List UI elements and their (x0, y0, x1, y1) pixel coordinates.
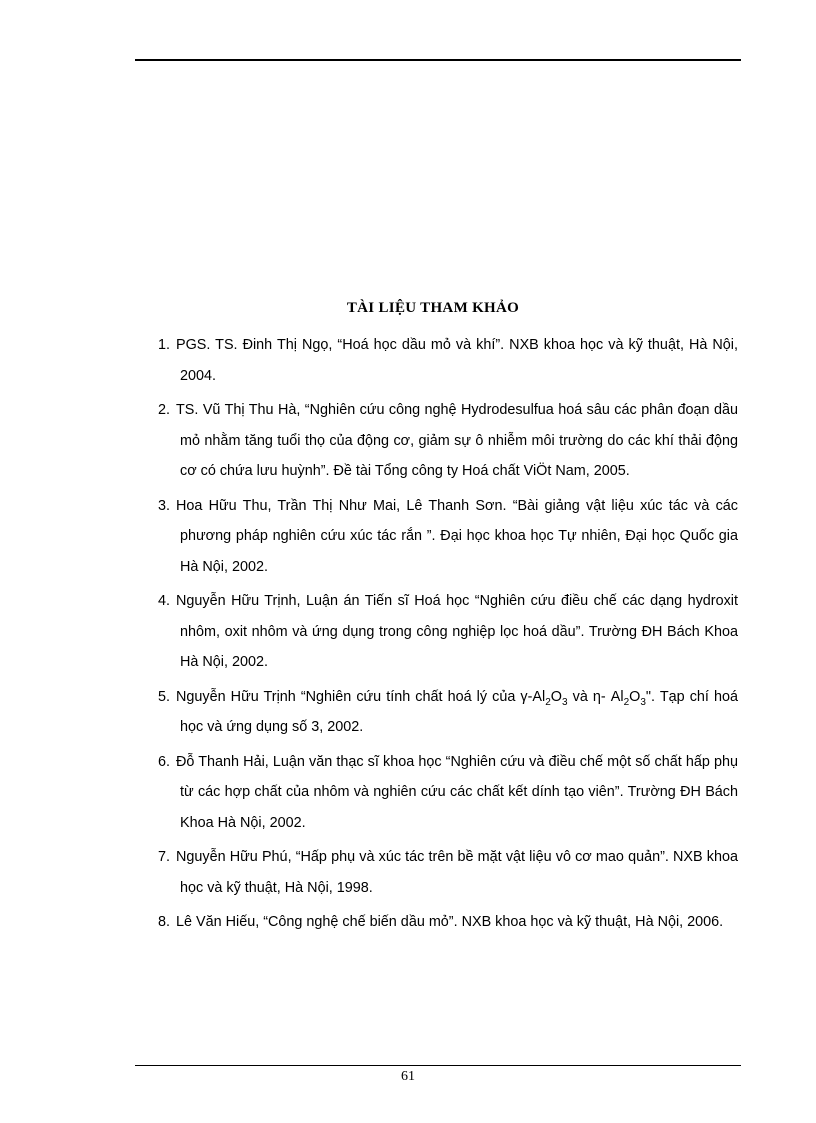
reference-text: Nguyễn Hữu Trịnh, Luận án Tiến sĩ Hoá học “Nghiên cứu điều chế các dạng hydroxit nhôm, oxit nhôm và ứng dụng trong công nghiệp lọc hoá dầu”. Trường ĐH Bách Khoa Hà Nội, 2002. (176, 593, 738, 670)
subscript: 3 (561, 696, 568, 708)
reference-item (158, 330, 738, 391)
reference-number: 5. (158, 688, 171, 705)
reference-text: Lê Văn Hiếu, “Công nghệ chế biến dầu mỏ”. NXB khoa học và kỹ thuật, Hà Nội, 2006. (176, 914, 724, 930)
reference-number: 3. (158, 497, 171, 514)
subscript: 2 (623, 696, 630, 708)
reference-item (158, 747, 738, 839)
reference-number: 2. (158, 402, 171, 418)
reference-text-part: O (550, 688, 562, 705)
footer-rule (135, 1065, 741, 1066)
reference-text-part: và η- Al (567, 688, 624, 705)
reference-text: TS. Vũ Thị Thu Hà, “Nghiên cứu công nghệ Hydrodesulfua hoá sâu các phân đoạn dầu mỏ nhằm tăng tuổi thọ của động cơ, giảm sự ô nhiễm môi trường do các khí thải động cơ có chứa lưu huỳnh”. Đề tài Tổng công ty Hoá chất ViÖt Nam, 2005. (176, 402, 738, 479)
reference-number: 1. (158, 337, 171, 353)
reference-text: PGS. TS. Đinh Thị Ngọ, “Hoá học dầu mỏ và khí”. NXB khoa học và kỹ thuật, Hà Nội, 2004. (176, 337, 738, 384)
page-title: TÀI LIỆU THAM KHẢO (346, 300, 520, 316)
reference-item (158, 491, 738, 583)
page-number: 61 (401, 1069, 415, 1084)
reference-text-part: ". Tạp chí hoá học và ứng dụng số 3, 2002. (180, 688, 738, 735)
reference-list (158, 330, 738, 942)
reference-item (158, 586, 738, 678)
reference-text: Nguyễn Hữu Phú, “Hấp phụ và xúc tác trên bề mặt vật liệu vô cơ mao quản”. NXB khoa học và kỹ thuật, Hà Nội, 1998. (176, 849, 738, 896)
reference-text: Đỗ Thanh Hải, Luận văn thạc sĩ khoa học “Nghiên cứu và điều chế một số chất hấp phụ từ các hợp chất của nhôm và nghiên cứu các chất kết dính tạo viên”. Trường ĐH Bách Khoa Hà Nội, 2002. (176, 753, 738, 831)
reference-text-part: Nguyễn Hữu Trịnh “Nghiên cứu tính chất hoá lý của γ-Al (176, 688, 546, 705)
reference-item (158, 907, 738, 938)
subscript: 2 (545, 696, 551, 708)
reference-text-part: O (629, 688, 641, 705)
reference-text (176, 689, 738, 736)
reference-number: 7. (158, 849, 171, 865)
reference-item (158, 682, 738, 743)
header-rule (135, 59, 741, 61)
subscript: 3 (640, 696, 646, 708)
reference-item (158, 842, 738, 903)
reference-text: Hoa Hữu Thu, Trần Thị Như Mai, Lê Thanh Sơn. “Bài giảng vật liệu xúc tác và các phương pháp nghiên cứu xúc tác rắn ”. Đại học khoa học Tự nhiên, Đại học Quốc gia Hà Nội, 2002. (176, 497, 738, 575)
reference-item (158, 395, 738, 487)
reference-number: 6. (158, 753, 171, 770)
reference-number: 4. (158, 593, 171, 609)
reference-number: 8. (158, 914, 171, 930)
